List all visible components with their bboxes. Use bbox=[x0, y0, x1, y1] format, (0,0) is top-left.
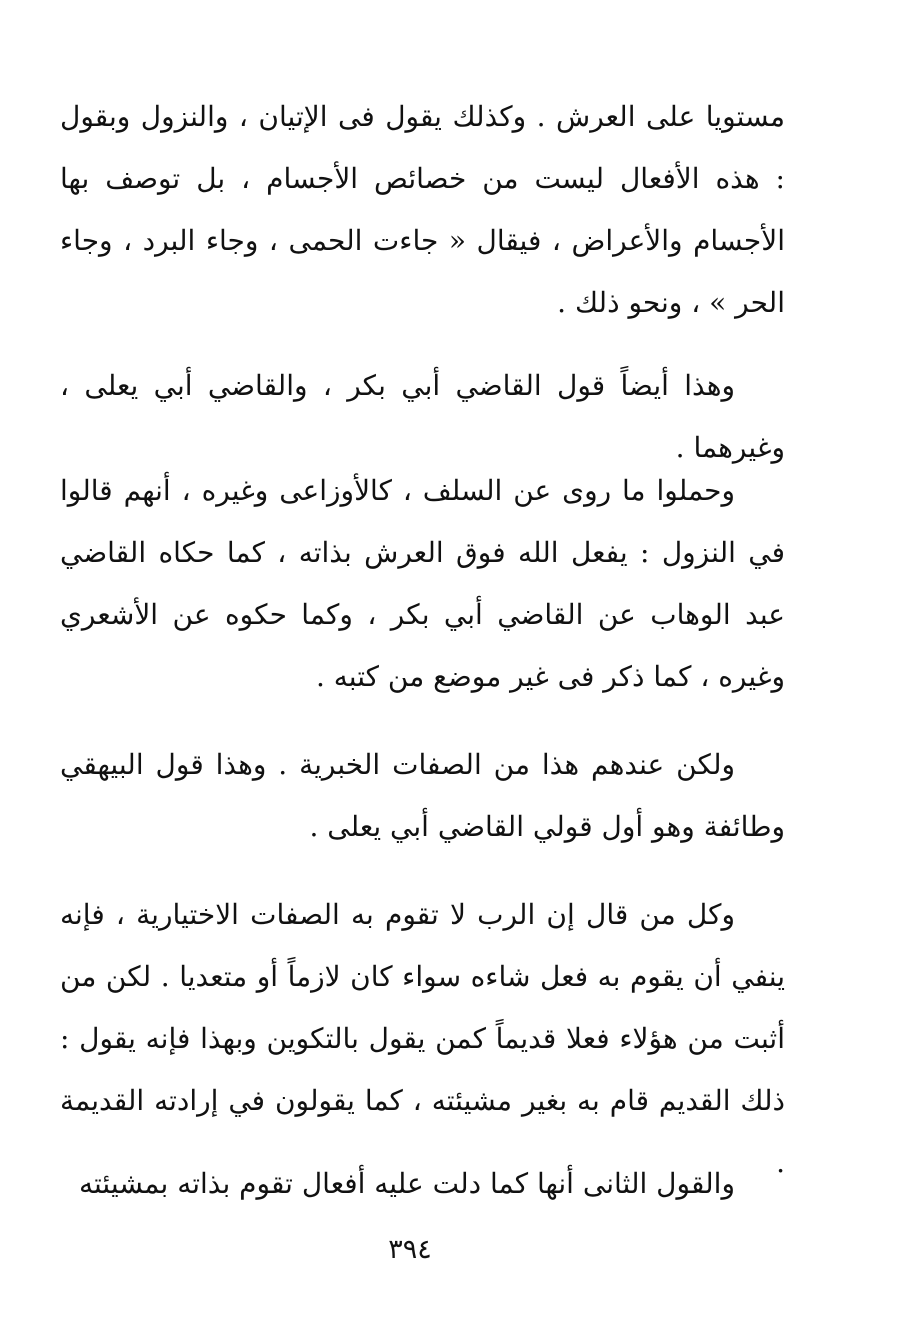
paragraph-2: وهذا أيضاً قول القاضي أبي بكر ، والقاضي أبي يعلى ، وغيرهما . bbox=[60, 369, 785, 464]
paragraph-3: وحملوا ما روى عن السلف ، كالأوزاعى وغيره ، أنهم قالوا في النزول : يفعل الله فوق العرش بذاته ، كما حكاه القاضي عبد الوهاب عن القاضي أبي بكر ، وكما حكوه عن الأشعري وغيره ، كما ذكر فى غير موضع من كتبه . bbox=[60, 474, 785, 693]
paragraph-4: ولكن عندهم هذا من الصفات الخبرية . وهذا قول البيهقي وطائفة وهو أول قولي القاضي أبي يعلى . bbox=[60, 748, 785, 843]
page-number: ٣٩٤ bbox=[388, 1234, 432, 1265]
paragraph-6: والقول الثانى أنها كما دلت عليه أفعال تقوم بذاته بمشيئته bbox=[78, 1167, 735, 1200]
paragraph-5: وكل من قال إن الرب لا تقوم به الصفات الاختيارية ، فإنه ينفي أن يقوم به فعل شاءه سواء كان لازماً أو متعديا . لكن من أثبت من هؤلاء فعلا قديماً كمن يقول بالتكوين وبهذا فإنه يقول : ذلك القديم قام به بغير مشيئته ، كما يقولون في إرادته القديمة . bbox=[60, 898, 785, 1179]
paragraph-1: مستويا على العرش . وكذلك يقول فى الإتيان ، والنزول وبقول : هذه الأفعال ليست من خصائص الأجسام ، بل توصف بها الأجسام والأعراض ، فيقال « جاءت الحمى ، وجاء البرد ، وجاء الحر » ، ونحو ذلك . bbox=[60, 100, 785, 319]
